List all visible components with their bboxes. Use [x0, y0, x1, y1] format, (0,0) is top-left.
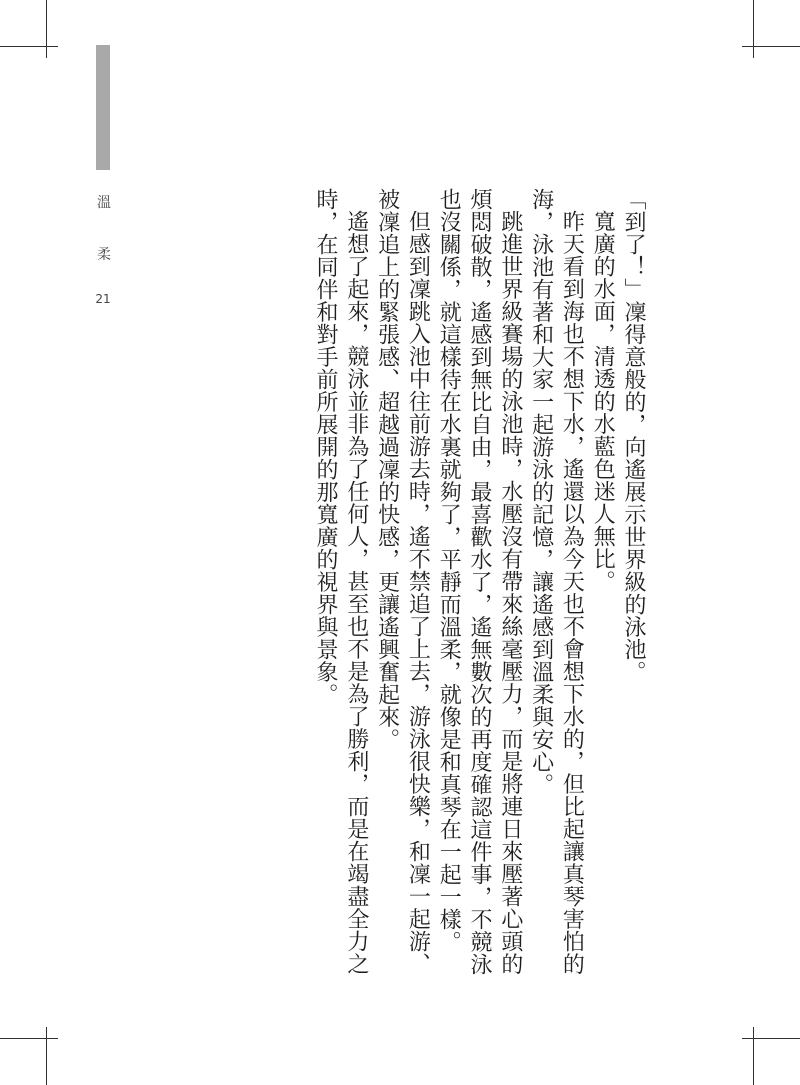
paragraph: 昨天看到海也不想下水，遙還以為今天也不會想下水的，但比起讓真琴害怕的海，泳池有著和大家一起游泳的記憶，讓遙感到溫柔與安心。: [528, 188, 585, 975]
paragraph: 寬廣的水面，清透的水藍色迷人無比。: [590, 210, 616, 593]
crop-mark-bottom-left-horizontal: [0, 1038, 58, 1039]
crop-mark-top-right-horizontal: [742, 46, 800, 47]
paragraph: 但感到凜跳入池中往前游去時，遙不禁追了上去，游泳很快樂，和凜一起游、被凜追上的緊張感、超越過凜的快感，更讓遙興奮起來。: [374, 188, 431, 975]
crop-mark-bottom-right-horizontal: [742, 1038, 800, 1039]
header-rule-bottom: [103, 277, 104, 289]
chapter-tab-bar: [96, 45, 110, 170]
header-rule-top: [103, 178, 104, 190]
crop-mark-top-left-vertical: [46, 0, 47, 58]
crop-mark-top-left-horizontal: [0, 46, 58, 47]
running-header: [92, 178, 114, 305]
paragraph: 遙想了起來，競泳並非為了任何人，甚至也不是為了勝利，而是在竭盡全力之時，在同伴和對手前所展開的那寬廣的視界與景象。: [313, 188, 369, 975]
crop-mark-bottom-right-vertical: [753, 1027, 754, 1085]
crop-mark-top-right-vertical: [753, 0, 754, 58]
crop-mark-bottom-left-vertical: [46, 1027, 47, 1085]
chapter-title: 溫 柔: [95, 194, 111, 273]
paragraph: 跳進世界級賽場的泳池時，水壓沒有帶來絲毫壓力，而是將連日來壓著心頭的煩悶破散，遙感到無比自由，最喜歡水了，遙無數次的再度確認這件事，不競泳也沒關係，就這樣待在水裏就夠了，平靜而溫柔，就像是和真琴在一起一樣。: [436, 188, 523, 976]
body-text: [309, 188, 648, 978]
paragraph: 「到了！」凜得意般的，向遙展示世界級的泳池。: [621, 188, 646, 683]
page-number: 21: [95, 292, 111, 307]
